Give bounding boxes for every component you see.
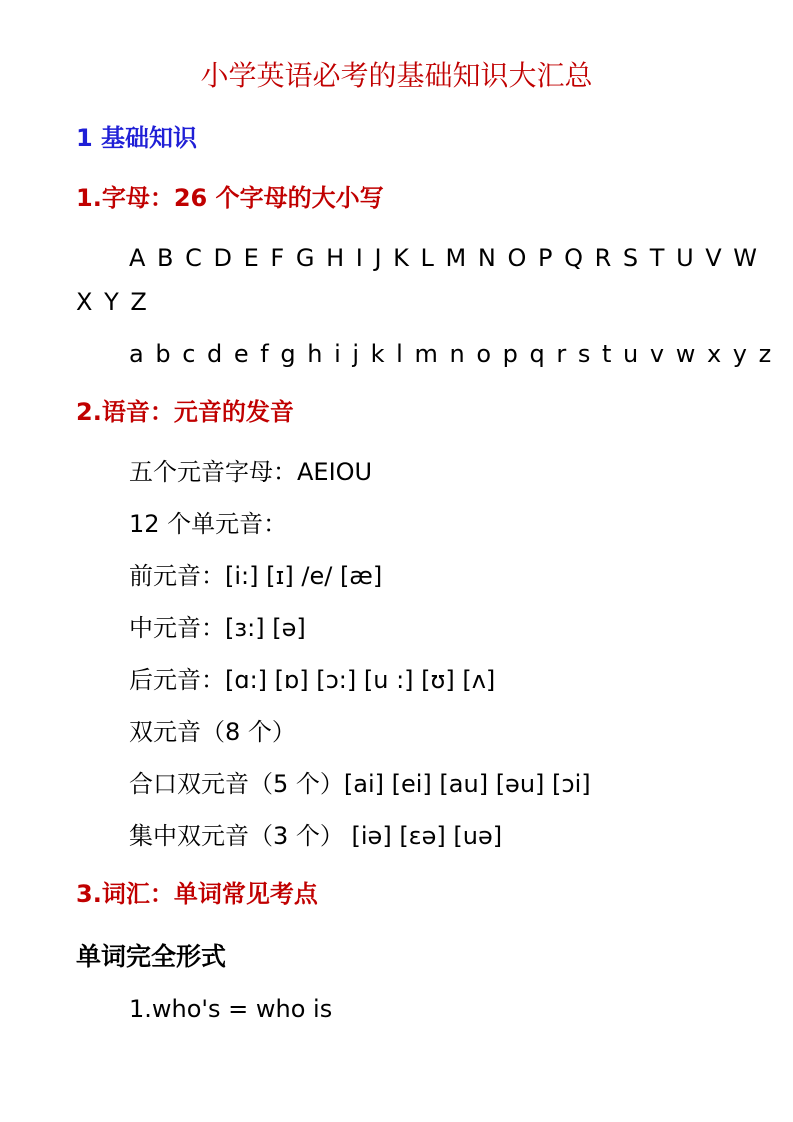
diphthongs: 双元音（8 个） (129, 718, 296, 746)
uppercase-letters-line2: X Y Z (76, 288, 148, 316)
phonetics-heading: 2.语音：元音的发音 (76, 398, 294, 426)
vocabulary-heading: 3.词汇：单词常见考点 (76, 880, 318, 908)
vocabulary-item-1: 1.who's = who is (129, 995, 333, 1023)
letters-heading: 1.字母：26 个字母的大小写 (76, 184, 384, 212)
centering-diphthongs: 集中双元音（3 个） [iə] [ɛə] [uə] (129, 822, 503, 850)
twelve-monophthongs: 12 个单元音： (129, 510, 288, 538)
central-vowels: 中元音：[ɜ:] [ə] (129, 614, 306, 642)
page-title: 小学英语必考的基础知识大汇总 (200, 59, 593, 92)
full-form-subheading: 单词完全形式 (76, 942, 227, 971)
uppercase-letters-line1: A B C D E F G H I J K L M N O P Q R S T U V W (129, 244, 759, 272)
lowercase-letters: a b c d e f g h i j k l m n o p q r s t u v w x y z (129, 340, 773, 368)
back-vowels: 后元音：[ɑ:] [ɒ] [ɔ:] [u :] [ʊ] [ʌ] (129, 666, 496, 694)
front-vowels: 前元音：[i:] [ɪ] /e/ [æ] (129, 562, 383, 590)
closing-diphthongs: 合口双元音（5 个）[ai] [ei] [au] [əu] [ɔi] (129, 770, 591, 798)
section-heading-basics: 1 基础知识 (76, 124, 198, 152)
five-vowel-letters: 五个元音字母：AEIOU (129, 458, 373, 486)
